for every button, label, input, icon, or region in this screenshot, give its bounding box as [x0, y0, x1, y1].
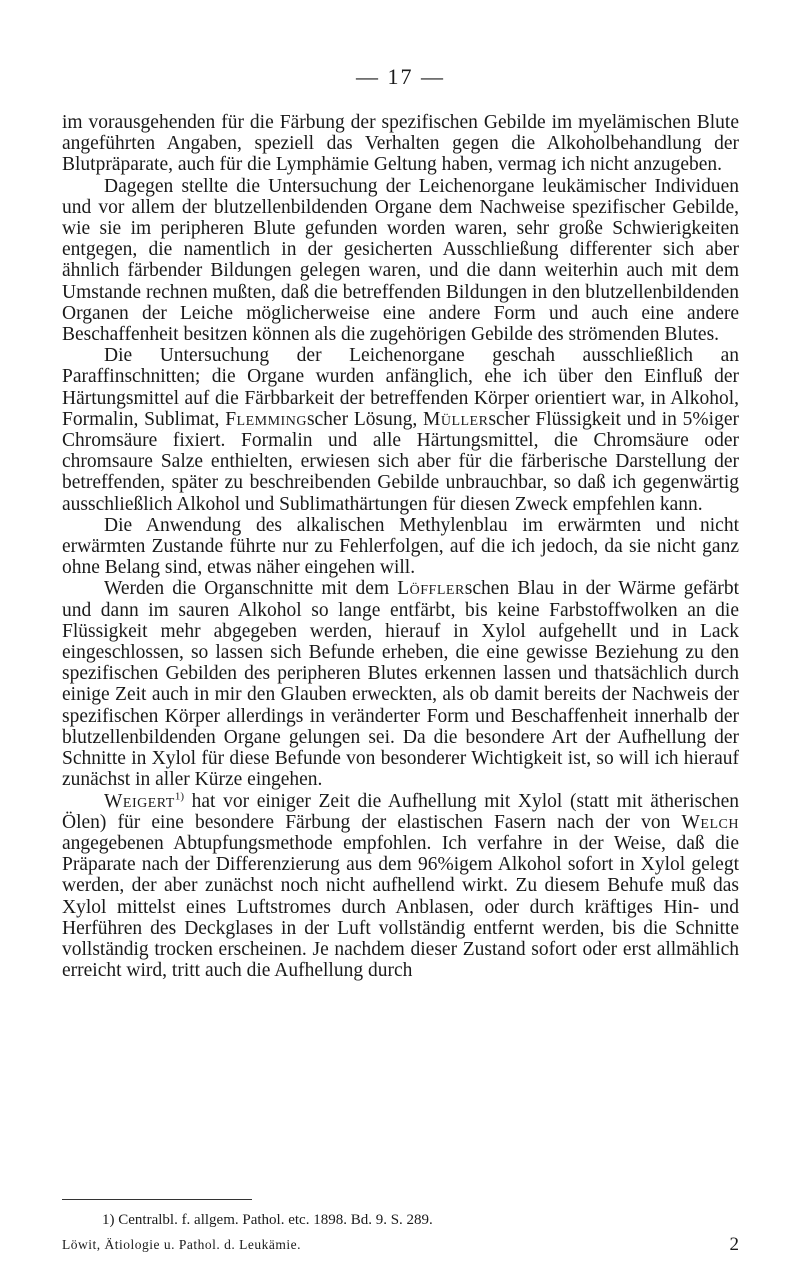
- paragraph-4: Die Anwendung des alkalischen Methylenblau im erwärmten und nicht erwärmten Zustande führte nur zu Fehlerfolgen, auf die ich jedoch, da sie nicht ganz ohne Belang sind, etwas näher eingehen will.: [62, 514, 739, 579]
- author-name-welch: Welch: [681, 811, 739, 833]
- author-name-flemming: Flemming: [225, 408, 307, 430]
- paragraph-2: Dagegen stellte die Untersuchung der Leichenorgane leukämischer Individuen und vor allem der blutzellenbildenden Organe dem Nachweise spezifischer Gebilde, wie sie im peripheren Blute gefunden worden waren, sehr große Schwierigkeiten entgegen, die namentlich in der gesicherten Ausschließung differenter sich aber ähnlich färbender Bildungen gelegen waren, und die dann weiterhin auch mit dem Umstande rechnen mußten, daß die betreffenden Bildungen in den blutzellenbildenden Organen der Leiche möglicherweise eine andere Form und auch eine andere Beschaffenheit besitzen können als die zugehörigen Gebilde des strömenden Blutes.: [62, 175, 739, 346]
- author-name-loeffler: Löffler: [397, 578, 465, 600]
- page-number: — 17 —: [356, 64, 445, 89]
- paragraph-3-text-a: Die Untersuchung der Leichenorgane geschah ausschließlich an Paraffinschnitten; die Organe wurden anfänglich, ehe ich über den Einfluß der Härtungsmittel auf die Färbbarkeit der betreffenden Körper orientiert war, in Alkohol, Formalin, Sublimat,: [62, 345, 739, 430]
- paragraph-3-text-c: scher Flüssigkeit und in 5%iger Chromsäure fixiert. Formalin und alle Härtungsmittel, die Chromsäure oder chromsaure Salze enthielten, erwiesen sich aber für die färberische Darstellung der betreffenden, später zu beschreibenden Gebilde unbrauchbar, so daß ich gegenwärtig ausschließlich Alkohol und Sublimathärtungen für diesen Zweck empfehlen kann.: [62, 408, 739, 515]
- footnote-divider: [62, 1199, 252, 1200]
- paragraph-5-text-b: schen Blau in der Wärme gefärbt und dann im sauren Alkohol so lange entfärbt, bis keine Farbstoffwolken an die Flüssigkeit mehr abgegeben werden, hierauf in Xylol aufgehellt und in Lack eingeschlossen, so lassen sich Befunde erheben, die eine gewisse Beziehung zu den spezifischen Gebilden des peripheren Blutes erkennen lassen und thatsächlich durch einige Zeit auch in mir den Glauben erweckten, als ob damit bereits der Nachweis der spezifischen Körper allerdings in veränderter Form und Beschaffenheit innerhalb der blutzellenbildenden Organe gelungen sei. Da die besondere Art der Aufhellung der Schnitte in Xylol für diese Befunde von besonderer Wichtigkeit ist, so will ich hierauf zunächst in aller Kürze eingehen.: [62, 578, 739, 791]
- footnote: [62, 1209, 739, 1231]
- paragraph-5: [62, 578, 739, 790]
- paragraph-3: [62, 345, 739, 515]
- paragraph-6-text-b: angegebenen Abtupfungsmethode empfohlen. Ich verfahre in der Weise, daß die Präparate nach der Differenzierung aus dem 96%igem Alkohol sofort in Xylol gelegt werden, der aber zunächst noch nicht aufhellend wirkt. Zu diesem Behufe muß das Xylol mittelst eines Luftstromes durch Anblasen, oder durch kräftiges Hin- und Herführen des Deckglases in der Luft vollständig entfernt werden, bis die Schnitte vollständig trocken erscheinen. Je nachdem dieser Zustand sofort oder erst allmählich erreicht wird, tritt auch die Aufhellung durch: [62, 832, 739, 982]
- paragraph-3-text-b: scher Lösung,: [306, 408, 423, 430]
- signature-mark: 2: [729, 1234, 739, 1255]
- body-text: [62, 112, 739, 981]
- author-name-weigert: Weigert: [104, 790, 175, 812]
- running-footer-text: Löwit, Ätiologie u. Pathol. d. Leukämie.: [62, 1237, 301, 1252]
- paragraph-6: [62, 791, 739, 982]
- paragraph-6-text-a: hat vor einiger Zeit die Aufhellung mit Xylol (statt mit ätherischen Ölen) für eine besondere Färbung der elastischen Fasern nach der von: [62, 790, 739, 833]
- author-name-mueller: Müller: [423, 408, 489, 430]
- paragraph-1: im vorausgehenden für die Färbung der spezifischen Gebilde im myelämischen Blute angeführten Angaben, speziell das Verhalten gegen die Alkoholbehandlung der Blutpräparate, auch für die Lymphämie Geltung haben, vermag ich nicht anzugeben.: [62, 112, 739, 176]
- footnote-reference: 1): [174, 790, 185, 802]
- paragraph-5-text-a: Werden die Organschnitte mit dem: [104, 578, 398, 600]
- footnote-text: 1) Centralbl. f. allgem. Pathol. etc. 1898. Bd. 9. S. 289.: [102, 1212, 433, 1228]
- running-footer: [62, 1234, 739, 1255]
